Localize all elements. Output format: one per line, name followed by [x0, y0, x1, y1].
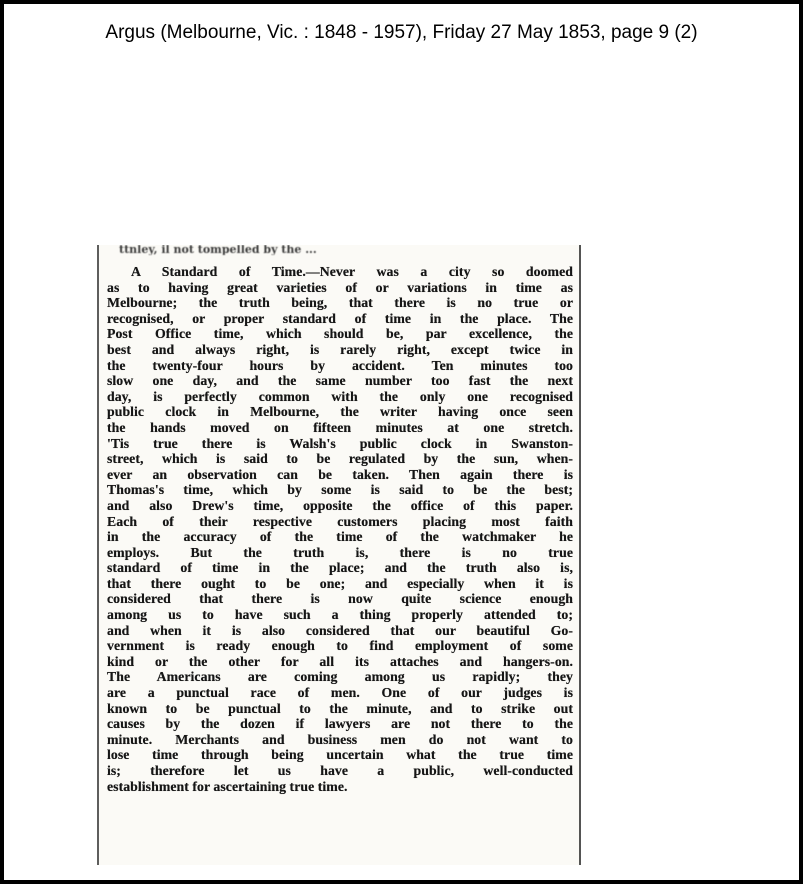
article-line: the hands moved on fifteen minutes at one stretch.	[107, 419, 573, 435]
article-line: day, is perfectly common with the only one recognised	[107, 388, 573, 404]
article-line: minute. Merchants and business men do not want to	[107, 731, 573, 747]
article-line: Melbourne; the truth being, that there is no true or	[107, 295, 573, 311]
article-line: and when it is also considered that our beautiful Go-	[107, 622, 573, 638]
article-line: the twenty-four hours by accident. Ten minutes too	[107, 357, 573, 373]
article-line: among us to have such a thing properly attended to;	[107, 607, 573, 623]
article-line: slow one day, and the same number too fast the next	[107, 373, 573, 389]
article-line: that there ought to be one; and especially when it is	[107, 575, 573, 591]
article-line: 'Tis true there is Walsh's public clock in Swanston-	[107, 435, 573, 451]
article-line: public clock in Melbourne, the writer having once seen	[107, 404, 573, 420]
article-line: standard of time in the place; and the truth also is,	[107, 560, 573, 576]
article-line: employs. But the truth is, there is no true	[107, 544, 573, 560]
article-line: and also Drew's time, opposite the office of this paper.	[107, 497, 573, 513]
article-body	[107, 264, 573, 794]
article-line: considered that there is now quite science enough	[107, 591, 573, 607]
newspaper-clipping	[97, 245, 581, 865]
article-line: A Standard of Time.—Never was a city so doomed	[131, 264, 573, 279]
article-line: recognised, or proper standard of time in the place. The	[107, 310, 573, 326]
article-line: as to having great varieties of or variations in time as	[107, 279, 573, 295]
article-line: lose time through being uncertain what the true time	[107, 747, 573, 763]
article-line: Each of their respective customers placing most faith	[107, 513, 573, 529]
article-line: establishment for ascertaining true time.	[107, 778, 348, 794]
article-line: ever an observation can be taken. Then again there is	[107, 466, 573, 482]
previous-article-fragment: ttnley, il not tompelled by the ...	[119, 245, 317, 255]
article-line: are a punctual race of men. One of our judges is	[107, 685, 573, 701]
article-line: known to be punctual to the minute, and to strike out	[107, 700, 573, 716]
article-line: kind or the other for all its attaches and hangers-on.	[107, 653, 573, 669]
article-line: Thomas's time, which by some is said to be the best;	[107, 482, 573, 498]
article-line: is; therefore let us have a public, well-conducted	[107, 763, 573, 778]
clipping-left-rule	[97, 245, 99, 865]
article-line: causes by the dozen if lawyers are not there to the	[107, 716, 573, 732]
article-line: vernment is ready enough to find employment of some	[107, 638, 573, 654]
article-line: Post Office time, which should be, par excellence, the	[107, 326, 573, 342]
article-line: street, which is said to be regulated by the sun, when-	[107, 451, 573, 467]
article-line: The Americans are coming among us rapidly; they	[107, 669, 573, 685]
image-caption: Argus (Melbourne, Vic. : 1848 - 1957), Friday 27 May 1853, page 9 (2)	[105, 22, 698, 43]
article-line: in the accuracy of the time of the watchmaker he	[107, 529, 573, 545]
article-line: best and always right, is rarely right, except twice in	[107, 341, 573, 357]
clipping-right-rule	[579, 245, 581, 865]
